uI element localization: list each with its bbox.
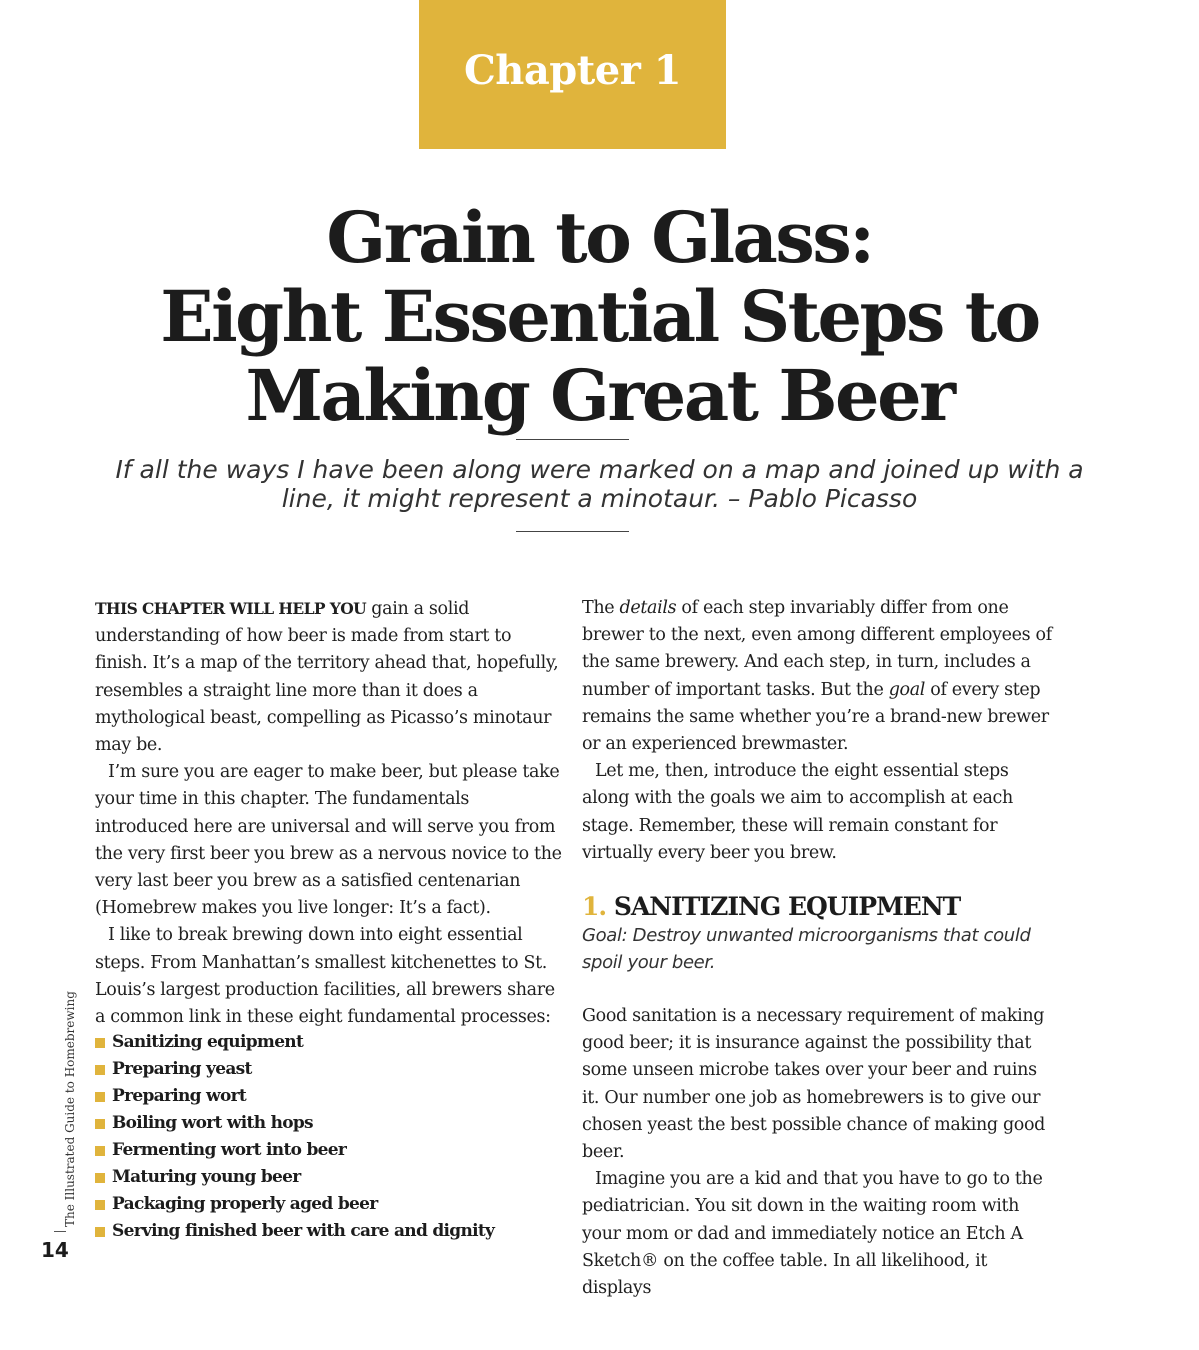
divider-bottom bbox=[516, 531, 629, 532]
title-line-1: Grain to Glass: bbox=[326, 196, 873, 279]
intro-paragraph bbox=[95, 595, 565, 759]
list-item bbox=[95, 1191, 494, 1218]
left-column bbox=[95, 595, 565, 1031]
epigraph-line-2: line, it might represent a minotaur. – Pablo Picasso bbox=[281, 484, 918, 513]
intro-text: gain a solid understanding of how beer is made from start to finish. It’s a map of the territory ahead that, hopefully, resembles a straight line more than it does a mythological beast, compelling as Picasso’s minotaur may be. bbox=[95, 599, 559, 756]
emphasis-details: details bbox=[619, 598, 677, 618]
chapter-banner bbox=[419, 0, 726, 149]
list-item bbox=[95, 1029, 494, 1056]
list-item bbox=[95, 1218, 494, 1245]
divider-top bbox=[516, 439, 629, 440]
list-item bbox=[95, 1137, 494, 1164]
chapter-label: Chapter 1 bbox=[463, 47, 682, 94]
steps-list bbox=[95, 1029, 494, 1245]
emphasis-goal: goal bbox=[888, 679, 926, 700]
right-column bbox=[582, 595, 1052, 1302]
running-head: The Illustrated Guide to Homebrewing bbox=[63, 991, 77, 1227]
text-run: The bbox=[582, 598, 620, 618]
chapter-title bbox=[0, 198, 1199, 435]
body-paragraph: I like to break brewing down into eight essential steps. From Manhattan’s smallest kitchenettes to St. Louis’s largest production facilities, all brewers share a common link in these eight fundamental processes: bbox=[95, 925, 555, 1028]
step-label: Boiling wort with hops bbox=[112, 1113, 313, 1133]
step-label: Packaging properly aged beer bbox=[112, 1194, 378, 1214]
step-label: Fermenting wort into beer bbox=[112, 1140, 347, 1160]
list-item bbox=[95, 1083, 494, 1110]
title-line-2: Eight Essential Steps to bbox=[160, 275, 1039, 358]
list-item bbox=[95, 1110, 494, 1137]
spacer bbox=[582, 976, 1052, 1003]
body-paragraph bbox=[582, 595, 1052, 758]
title-line-3: Making Great Beer bbox=[245, 354, 954, 437]
bullet-square-icon bbox=[95, 1227, 105, 1237]
step-label: Serving finished beer with care and dignity bbox=[112, 1221, 495, 1241]
step-label: Preparing wort bbox=[112, 1086, 247, 1106]
spacer bbox=[582, 867, 1052, 891]
page-number: 14 bbox=[41, 1238, 69, 1262]
bullet-square-icon bbox=[95, 1200, 105, 1210]
body-paragraph: Good sanitation is a necessary requirement of making good beer; it is insurance against the possibility that some unseen microbe takes over your beer and ruins it. Our number one job as homebrewers is to give our chosen yeast the best possible chance of making good beer. bbox=[582, 1006, 1046, 1163]
section-title: SANITIZING EQUIPMENT bbox=[606, 892, 961, 922]
bullet-square-icon bbox=[95, 1065, 105, 1075]
lead-in: THIS CHAPTER WILL HELP YOU bbox=[95, 599, 367, 618]
step-label: Maturing young beer bbox=[112, 1167, 301, 1187]
epigraph bbox=[60, 455, 1139, 513]
epigraph-line-1: If all the ways I have been along were marked on a map and joined up with a bbox=[115, 455, 1084, 484]
bullet-square-icon bbox=[95, 1038, 105, 1048]
body-paragraph: I’m sure you are eager to make beer, but please take your time in this chapter. The fundamentals introduced here are universal and will serve you from the very first beer you brew as a nervous novice to the very last beer you brew as a satisfied centenarian (Homebrew makes you live longer: It’s a fact). bbox=[95, 762, 562, 919]
text-run: of every step remains the same whether you’re a brand-new brewer or an experienced brewmaster. bbox=[582, 679, 1049, 755]
bullet-square-icon bbox=[95, 1119, 105, 1129]
list-item bbox=[95, 1164, 494, 1191]
step-label: Preparing yeast bbox=[112, 1059, 252, 1079]
step-label: Sanitizing equipment bbox=[112, 1032, 304, 1052]
body-paragraph: Imagine you are a kid and that you have to go to the pediatrician. You sit down in the waiting room with your mom or dad and immediately notice an Etch A Sketch® on the coffee table. In all likelihood, it displays bbox=[582, 1169, 1043, 1299]
body-paragraph: Let me, then, introduce the eight essential steps along with the goals we aim to accomplish at each stage. Remember, these will remain constant for virtually every beer you brew. bbox=[582, 761, 1013, 863]
goal-statement: Goal: Destroy unwanted microorganisms that could spoil your beer. bbox=[582, 925, 1031, 974]
running-head-divider bbox=[54, 1231, 66, 1232]
section-heading bbox=[582, 891, 1052, 922]
list-item bbox=[95, 1056, 494, 1083]
text-run: of each step invariably differ from one brewer to the next, even among different employees of the same brewery. And each step, in turn, includes a number of important tasks. But the bbox=[582, 598, 1052, 700]
section-number: 1. bbox=[582, 892, 607, 922]
bullet-square-icon bbox=[95, 1173, 105, 1183]
bullet-square-icon bbox=[95, 1092, 105, 1102]
bullet-square-icon bbox=[95, 1146, 105, 1156]
